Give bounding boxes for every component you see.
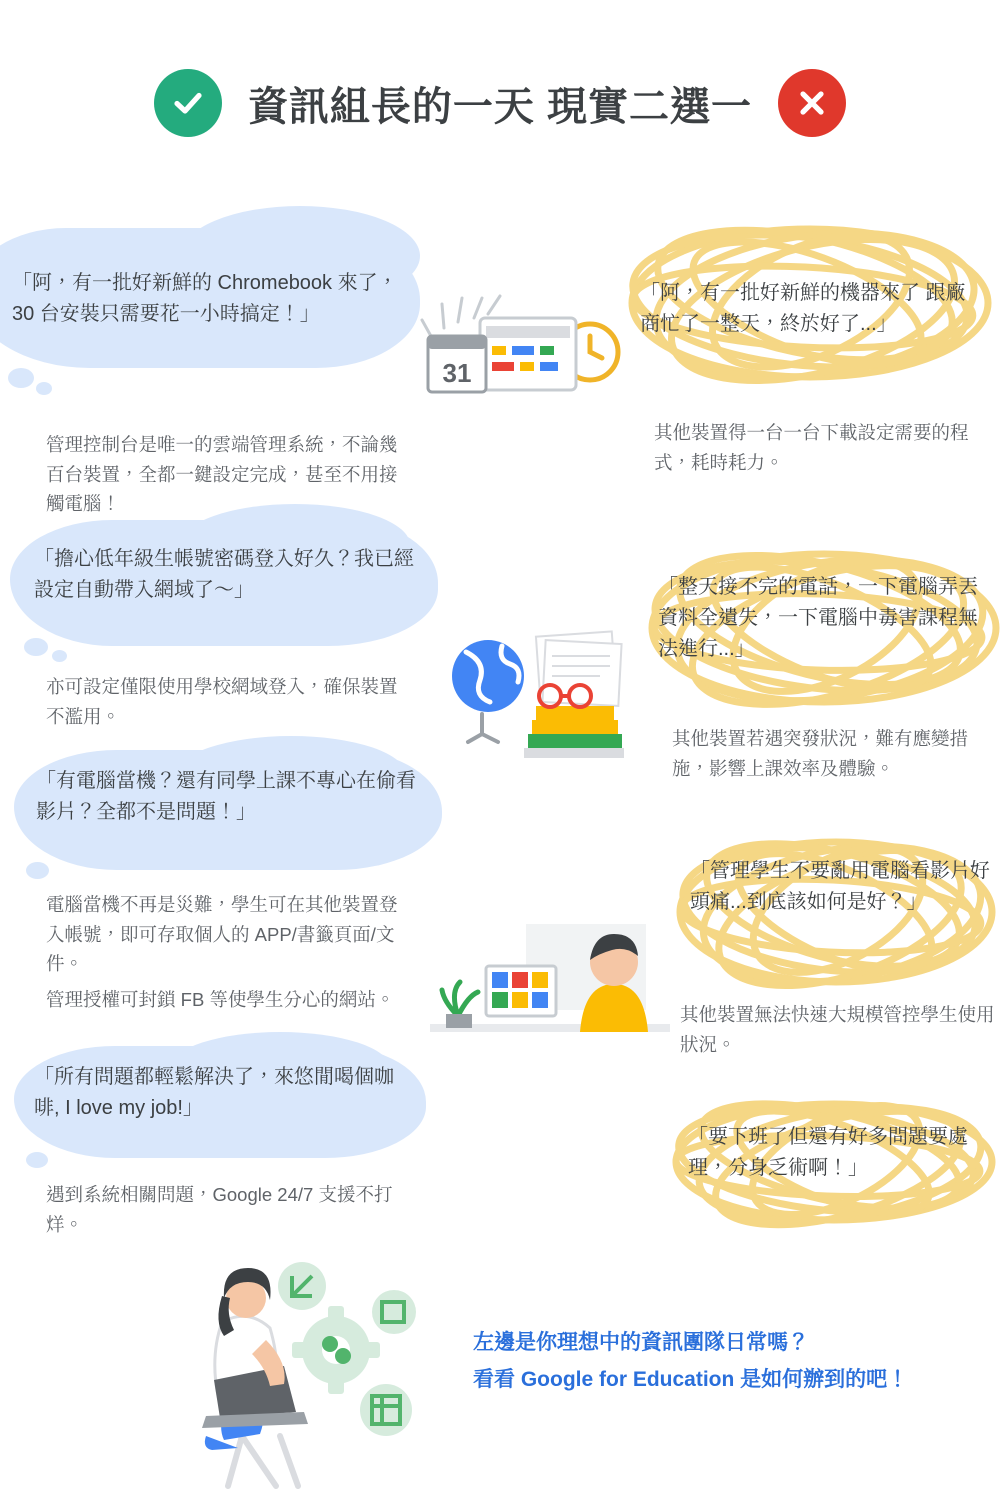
thought-cloud-dot [36,382,52,395]
footer-cta [473,1325,908,1399]
left-caption-3b: 管理授權可封鎖 FB 等使學生分心的網站。 [46,989,395,1010]
left-caption-4: 遇到系統相關問題，Google 24/7 支援不打烊。 [46,1184,393,1235]
left-caption-2: 亦可設定僅限使用學校網域登入，確保裝置不濫用。 [46,676,398,727]
globe-books-glasses-illustration [440,622,650,767]
right-quote-3: 「管理學生不要亂用電腦看影片好頭痛...到底該如何是好？」 [690,860,990,913]
left-quote-2: 「擔心低年級生帳號密碼登入好久？我已經設定自動帶入網域了～」 [34,548,414,601]
person-at-desk-illustration [430,920,670,1055]
close-circle-icon [778,69,846,137]
left-quote-1: 「阿，有一批好新鮮的 Chromebook 來了，30 台安裝只需要花一小時搞定！」 [12,272,398,325]
cta-line-2: 看看 Google for Education 是如何辦到的吧！ [473,1367,909,1391]
right-caption-3: 其他裝置無法快速大規模管控學生使用狀況。 [680,1004,995,1055]
page-header [0,58,1000,148]
woman-laptop-gears-illustration [180,1240,470,1495]
left-caption-1: 管理控制台是唯一的雲端管理系統，不論幾百台裝置，全都一鍵設定完成，甚至不用接觸電腦！ [46,434,398,515]
thought-cloud-dot [26,862,49,879]
thought-cloud-dot [52,650,67,662]
thought-cloud-dot [8,368,34,388]
thought-cloud-dot [26,1152,48,1168]
right-quote-2: 「整天接不完的電話，一下電腦弄丟資料全遺失，一下電腦中毒害課程無法進行...」 [658,576,978,660]
right-caption-2: 其他裝置若遇突發狀況，難有應變措施，影響上課效率及體驗。 [672,728,969,779]
left-quote-4: 「所有問題都輕鬆解決了，來悠閒喝個咖啡, I love my job!」 [34,1066,394,1119]
check-circle-icon [154,69,222,137]
left-quote-3: 「有電腦當機？還有同學上課不專心在偷看影片？全都不是問題！」 [36,770,416,823]
cta-line-1: 左邊是你理想中的資訊團隊日常嗎？ [473,1331,809,1354]
left-caption-3: 電腦當機不再是災難，學生可在其他裝置登入帳號，即可存取個人的 APP/書籤頁面/文件。 [46,894,398,975]
right-caption-1: 其他裝置得一台一台下載設定需要的程式，耗時耗力。 [654,422,969,473]
calendar-tablet-clock-illustration [418,292,628,417]
svg-text:31: 31 [442,358,472,388]
right-quote-4: 「要下班了但還有好多問題要處理，分身乏術啊！」 [688,1126,968,1179]
right-quote-1: 「阿，有一批好新鮮的機器來了 跟廠商忙了一整天，終於好了...」 [640,282,966,335]
page-title: 資訊組長的一天 現實二選一 [247,84,753,129]
thought-cloud-dot [24,638,48,656]
